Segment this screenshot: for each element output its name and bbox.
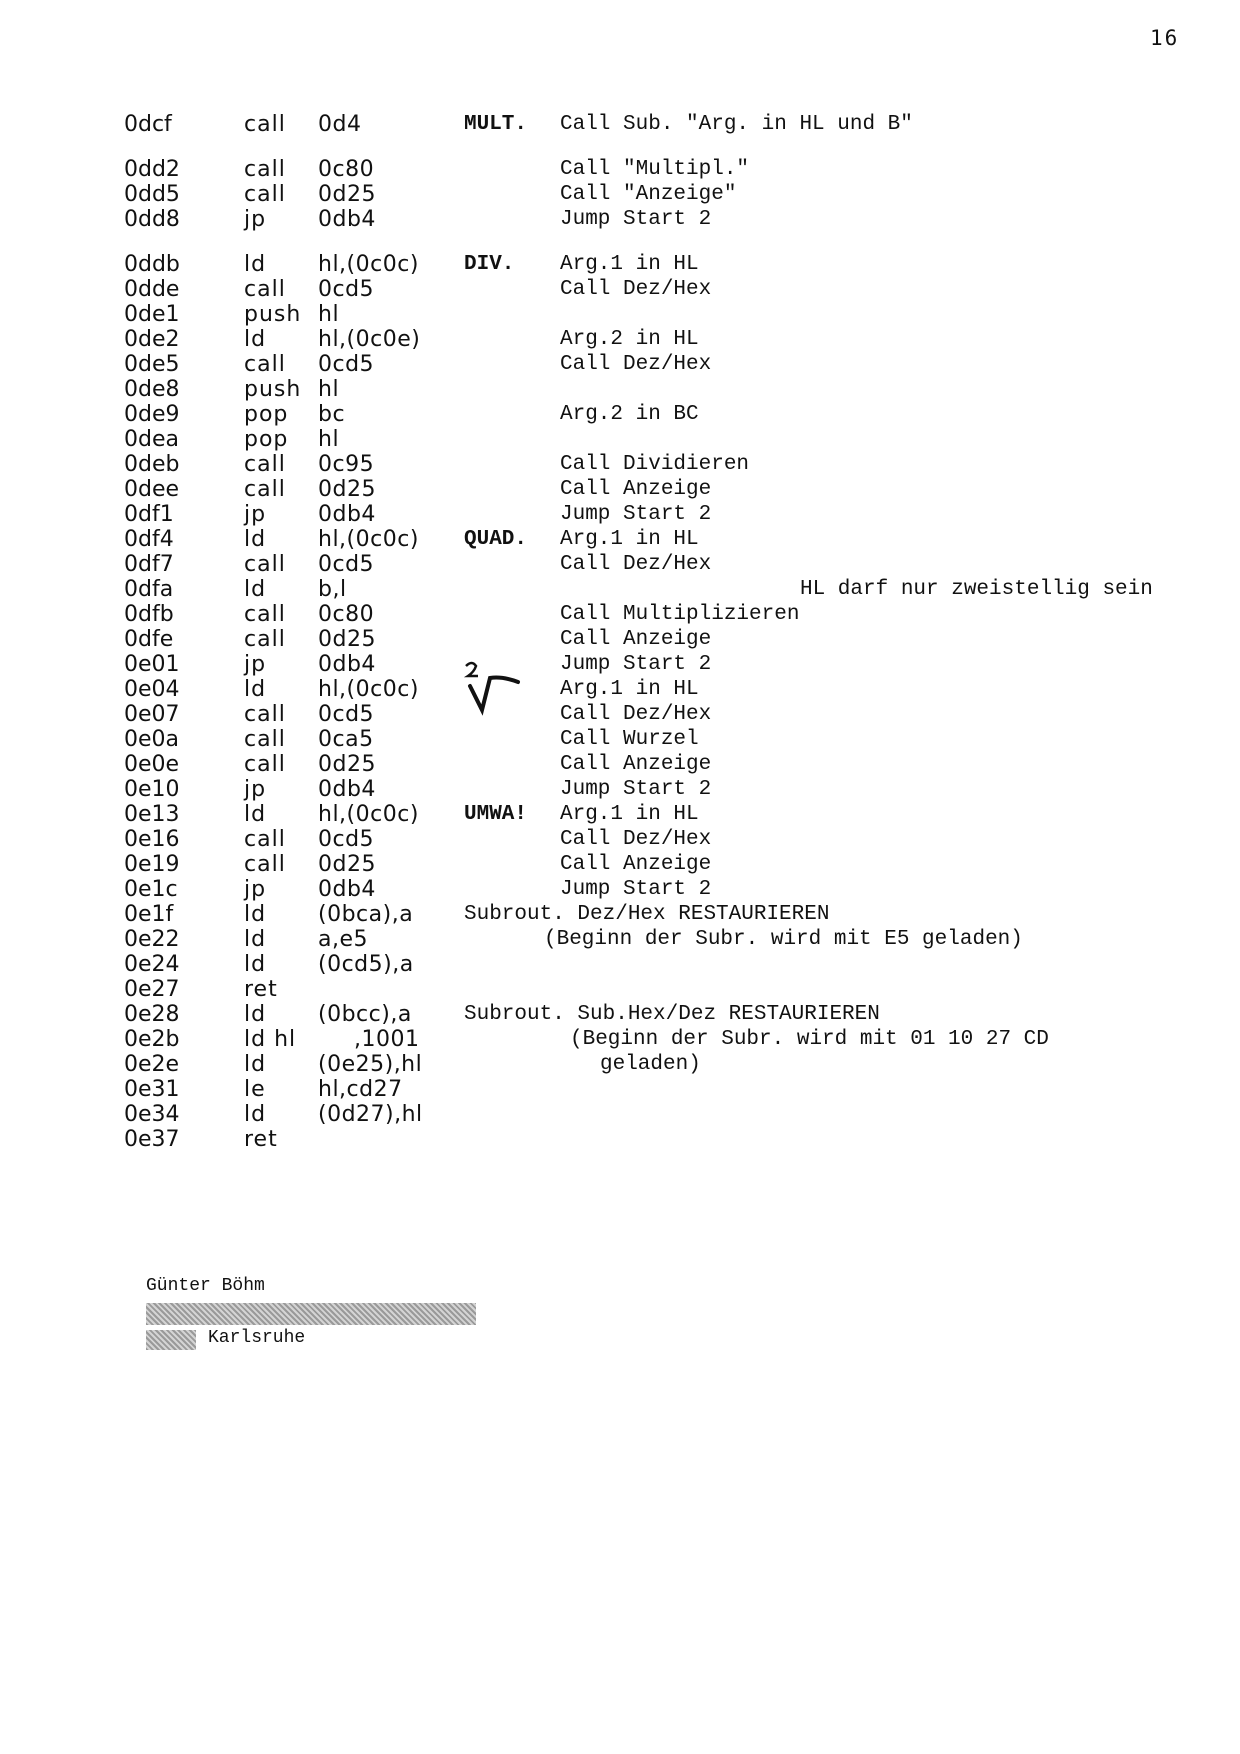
address: 0de2 <box>124 327 180 352</box>
comment: Call Dez/Hex <box>560 278 712 301</box>
operand: 0d25 <box>318 627 376 652</box>
listing-row <box>124 377 1234 402</box>
comment: Arg.1 in HL <box>560 253 699 276</box>
operand: 0db4 <box>318 777 376 802</box>
address: 0dd8 <box>124 207 180 232</box>
listing-row <box>124 727 1234 752</box>
operand: 0cd5 <box>318 277 375 302</box>
address: 0dd5 <box>124 182 180 207</box>
operand: 0cd5 <box>318 552 375 577</box>
address: 0e16 <box>124 827 180 852</box>
assembly-listing <box>124 112 1234 1152</box>
listing-row <box>124 157 1234 182</box>
mnemonic: call <box>244 452 286 477</box>
mnemonic: ld <box>244 677 267 702</box>
handwritten-root-symbol <box>462 660 522 716</box>
operand: (0cd5),a <box>318 952 414 977</box>
listing-row <box>124 477 1234 502</box>
address: 0df4 <box>124 527 174 552</box>
operand: 0d25 <box>318 752 376 777</box>
address: 0de5 <box>124 352 180 377</box>
address: 0e01 <box>124 652 180 677</box>
operand: 0d4 <box>318 112 362 137</box>
operand: 0c95 <box>318 452 375 477</box>
author-name: Günter Böhm <box>146 1276 265 1296</box>
operand: hl,(0c0c) <box>318 802 419 827</box>
mnemonic: jp <box>244 207 267 232</box>
redacted-address-bar <box>146 1303 476 1325</box>
address: 0deb <box>124 452 180 477</box>
listing-row <box>124 952 1234 977</box>
listing-row <box>124 527 1234 552</box>
mnemonic: call <box>244 727 286 752</box>
address: 0e04 <box>124 677 180 702</box>
listing-row <box>124 277 1234 302</box>
mnemonic: push <box>244 377 302 402</box>
listing-row <box>124 502 1234 527</box>
address: 0dfe <box>124 627 174 652</box>
comment: Arg.1 in HL <box>560 528 699 551</box>
listing-row <box>124 677 1234 702</box>
comment: Arg.2 in BC <box>560 403 699 426</box>
operand: hl <box>318 427 340 452</box>
listing-row <box>124 1052 1234 1077</box>
operand: 0d25 <box>318 182 376 207</box>
listing-row <box>124 427 1234 452</box>
mnemonic: call <box>244 602 286 627</box>
mnemonic: ld <box>244 527 267 552</box>
mnemonic: ld <box>244 1002 267 1027</box>
comment: Call Anzeige <box>560 628 712 651</box>
operand: 0db4 <box>318 502 376 527</box>
mnemonic: jp <box>244 877 267 902</box>
listing-row <box>124 252 1234 277</box>
comment: Subrout. Sub.Hex/Dez RESTAURIEREN <box>464 1003 880 1026</box>
mnemonic: ld <box>244 952 267 977</box>
comment: Call "Multipl." <box>560 158 750 181</box>
comment: Call Anzeige <box>560 853 712 876</box>
operand: 0cd5 <box>318 352 375 377</box>
comment: Call Sub. "Arg. in HL und B" <box>560 113 913 136</box>
address: 0dde <box>124 277 180 302</box>
comment: Call "Anzeige" <box>560 183 737 206</box>
comment: Arg.1 in HL <box>560 803 699 826</box>
address: 0e37 <box>124 1127 180 1152</box>
address: 0e0e <box>124 752 180 777</box>
section-label: QUAD. <box>464 528 528 551</box>
address: 0df7 <box>124 552 174 577</box>
listing-row <box>124 207 1234 232</box>
operand: (0bca),a <box>318 902 414 927</box>
redacted-postcode-bar <box>146 1330 196 1350</box>
operand: 0c80 <box>318 602 375 627</box>
listing-row <box>124 552 1234 577</box>
listing-row <box>124 1077 1234 1102</box>
mnemonic: ld <box>244 327 267 352</box>
operand: 0db4 <box>318 652 376 677</box>
listing-row <box>124 977 1234 1002</box>
listing-row <box>124 302 1234 327</box>
section-label: UMWA! <box>464 803 528 826</box>
mnemonic: call <box>244 182 286 207</box>
address: 0de9 <box>124 402 180 427</box>
operand: (0e25),hl <box>318 1052 423 1077</box>
address: 0de8 <box>124 377 180 402</box>
address: 0e24 <box>124 952 180 977</box>
mnemonic: call <box>244 702 286 727</box>
listing-row <box>124 402 1234 427</box>
mnemonic: call <box>244 852 286 877</box>
comment: Call Dez/Hex <box>560 553 712 576</box>
listing-row <box>124 702 1234 727</box>
mnemonic: call <box>244 277 286 302</box>
mnemonic: ret <box>244 977 278 1002</box>
listing-row <box>124 777 1234 802</box>
mnemonic: call <box>244 752 286 777</box>
address: 0e2b <box>124 1027 180 1052</box>
listing-row <box>124 602 1234 627</box>
mnemonic: call <box>244 112 286 137</box>
mnemonic: jp <box>244 652 267 677</box>
author-city: Karlsruhe <box>208 1328 306 1348</box>
address: 0e19 <box>124 852 180 877</box>
mnemonic: ld hl <box>244 1027 297 1052</box>
listing-row <box>124 1102 1234 1127</box>
address: 0dcf <box>124 112 172 137</box>
operand: 0ca5 <box>318 727 374 752</box>
mnemonic: le <box>244 1077 266 1102</box>
comment: (Beginn der Subr. wird mit 01 10 27 CD <box>570 1028 1049 1051</box>
address: 0e2e <box>124 1052 180 1077</box>
mnemonic: call <box>244 627 286 652</box>
operand: 0c80 <box>318 157 375 182</box>
operand: bc <box>318 402 346 427</box>
mnemonic: push <box>244 302 302 327</box>
comment: Call Dez/Hex <box>560 703 712 726</box>
address: 0dee <box>124 477 180 502</box>
address: 0e1c <box>124 877 178 902</box>
operand: 0db4 <box>318 877 376 902</box>
operand: hl,(0c0e) <box>318 327 421 352</box>
mnemonic: pop <box>244 427 289 452</box>
address: 0e22 <box>124 927 180 952</box>
mnemonic: call <box>244 157 286 182</box>
listing-row <box>124 902 1234 927</box>
comment: Arg.2 in HL <box>560 328 699 351</box>
mnemonic: ld <box>244 902 267 927</box>
operand: hl,(0c0c) <box>318 252 419 277</box>
address: 0e07 <box>124 702 180 727</box>
comment: Jump Start 2 <box>560 778 712 801</box>
listing-row <box>124 852 1234 877</box>
operand: hl,cd27 <box>318 1077 403 1102</box>
listing-row <box>124 182 1234 207</box>
listing-row <box>124 877 1234 902</box>
mnemonic: call <box>244 552 286 577</box>
listing-row <box>124 827 1234 852</box>
operand: hl,(0c0c) <box>318 527 419 552</box>
operand: b,l <box>318 577 347 602</box>
operand: (0bcc),a <box>318 1002 412 1027</box>
mnemonic: ld <box>244 252 267 277</box>
address: 0e28 <box>124 1002 180 1027</box>
mnemonic: pop <box>244 402 289 427</box>
listing-row <box>124 652 1234 677</box>
address: 0dfb <box>124 602 174 627</box>
listing-row <box>124 752 1234 777</box>
operand: hl,(0c0c) <box>318 677 419 702</box>
listing-row <box>124 1027 1234 1052</box>
operand: 0cd5 <box>318 702 375 727</box>
operand: (0d27),hl <box>318 1102 423 1127</box>
address: 0dea <box>124 427 179 452</box>
comment: geladen) <box>600 1053 701 1076</box>
comment: Call Anzeige <box>560 478 712 501</box>
address: 0e31 <box>124 1077 180 1102</box>
comment: Subrout. Dez/Hex RESTAURIEREN <box>464 903 830 926</box>
listing-row <box>124 452 1234 477</box>
listing-row <box>124 1127 1234 1152</box>
mnemonic: ld <box>244 802 267 827</box>
mnemonic: jp <box>244 502 267 527</box>
address: 0e1f <box>124 902 174 927</box>
address: 0df1 <box>124 502 174 527</box>
address: 0dd2 <box>124 157 180 182</box>
address: 0dfa <box>124 577 174 602</box>
operand: hl <box>318 302 340 327</box>
listing-row <box>124 327 1234 352</box>
address: 0e27 <box>124 977 180 1002</box>
operand: 0d25 <box>318 477 376 502</box>
margin-note: HL darf nur zweistellig sein <box>800 578 1153 601</box>
listing-row <box>124 112 1234 137</box>
mnemonic: ld <box>244 1102 267 1127</box>
mnemonic: ld <box>244 1052 267 1077</box>
mnemonic: call <box>244 352 286 377</box>
comment: Jump Start 2 <box>560 503 712 526</box>
listing-row <box>124 352 1234 377</box>
operand: a,e5 <box>318 927 369 952</box>
section-label: DIV. <box>464 253 515 276</box>
operand: hl <box>318 377 340 402</box>
comment: Call Anzeige <box>560 753 712 776</box>
comment: Jump Start 2 <box>560 208 712 231</box>
listing-row <box>124 1002 1234 1027</box>
mnemonic: ld <box>244 577 267 602</box>
operand: 0db4 <box>318 207 376 232</box>
comment: Call Wurzel <box>560 728 699 751</box>
listing-row <box>124 577 1234 602</box>
listing-row <box>124 802 1234 827</box>
operand: 0d25 <box>318 852 376 877</box>
address: 0e0a <box>124 727 180 752</box>
listing-row <box>124 627 1234 652</box>
comment: Jump Start 2 <box>560 653 712 676</box>
mnemonic: call <box>244 827 286 852</box>
listing-row <box>124 927 1234 952</box>
comment: (Beginn der Subr. wird mit E5 geladen) <box>544 928 1023 951</box>
address: 0e34 <box>124 1102 180 1127</box>
mnemonic: ret <box>244 1127 278 1152</box>
mnemonic: call <box>244 477 286 502</box>
operand: ,1001 <box>354 1027 420 1052</box>
comment: Call Dez/Hex <box>560 828 712 851</box>
comment: Jump Start 2 <box>560 878 712 901</box>
comment: Call Dez/Hex <box>560 353 712 376</box>
section-label: MULT. <box>464 113 528 136</box>
comment: Call Dividieren <box>560 453 750 476</box>
address: 0ddb <box>124 252 180 277</box>
address: 0e13 <box>124 802 180 827</box>
mnemonic: ld <box>244 927 267 952</box>
comment: Arg.1 in HL <box>560 678 699 701</box>
address: 0e10 <box>124 777 180 802</box>
comment: Call Multiplizieren <box>560 603 800 626</box>
operand: 0cd5 <box>318 827 375 852</box>
address: 0de1 <box>124 302 180 327</box>
page-number: 16 <box>1150 26 1180 50</box>
mnemonic: jp <box>244 777 267 802</box>
